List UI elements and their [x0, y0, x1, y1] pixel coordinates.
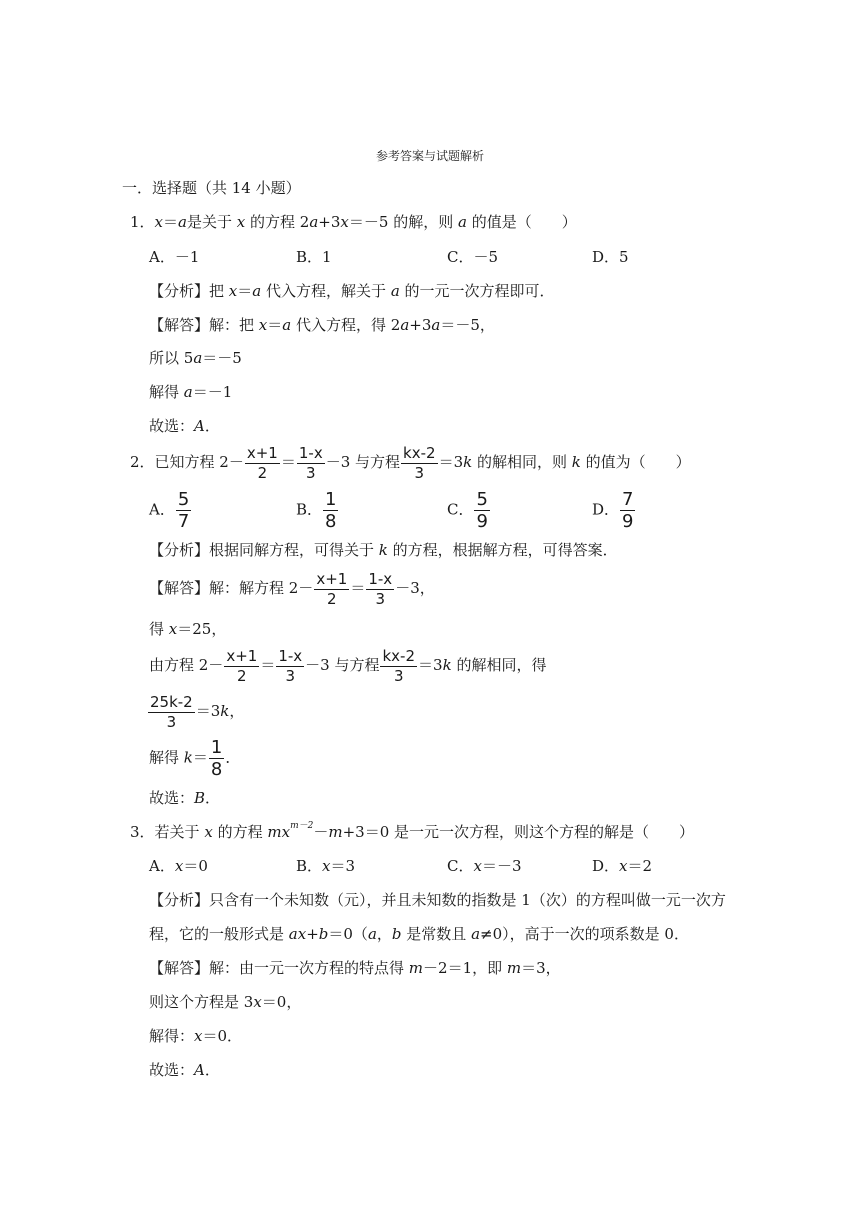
q2-step-3: $\frac{25k-2}{3}$ ＝3k，: [150, 692, 245, 731]
question-1-stem: 1．x＝a是关于 x 的方程 2a+3x＝－5 的解，则 a 的值是（ ）: [130, 213, 577, 231]
q3-analysis-line-2: 程，它的一般形式是 ax+b＝0（a，b 是常数且 a≠0），高于一次的项系数是 0．: [149, 925, 689, 943]
fraction: $\frac{1-x}{3}$: [368, 569, 393, 608]
q2-choice: 故选：B．: [149, 789, 221, 807]
q1-option-d: D．5: [592, 248, 629, 266]
q3-option-b: B．x＝3: [296, 857, 356, 875]
fraction: $\frac{x+1}{2}$: [246, 443, 278, 482]
q1-option-c: C．－5: [447, 248, 499, 266]
q1-analysis: 【分析】把 x＝a 代入方程，解关于 a 的一元一次方程即可．: [149, 282, 555, 300]
question-2-stem: 2．已知方程 2－ $\frac{x+1}{2}$ ＝ $\frac{1-x}{3}$ －3 与方程 $\frac{kx-2}{3}$ ＝3k 的解相同，则 k 的值为（ ）: [130, 443, 691, 482]
q2-option-c: C． $\frac{5}{9}$: [447, 489, 488, 532]
fraction: $\frac{x+1}{2}$: [226, 646, 258, 685]
q1-option-a: A．－1: [149, 248, 200, 266]
fraction: $\frac{1-x}{3}$: [278, 646, 303, 685]
fraction: $\frac{1}{8}$: [210, 737, 223, 780]
q3-analysis-line-1: 【分析】只含有一个未知数（元），并且未知数的指数是 1（次）的方程叫做一元一次方: [149, 891, 726, 909]
q1-choice: 故选：A．: [149, 417, 220, 435]
page-title: 参考答案与试题解析: [375, 149, 484, 163]
fraction: $\frac{5}{9}$: [476, 489, 488, 532]
q1-solution: 【解答】解：把 x＝a 代入方程，得 2a+3a＝－5，: [149, 316, 495, 334]
q2-step-2: 由方程 2－ $\frac{x+1}{2}$ ＝ $\frac{1-x}{3}$ －3 与方程 $\frac{kx-2}{3}$ ＝3k 的解相同，得: [149, 646, 547, 685]
fraction: $\frac{1}{8}$: [325, 489, 337, 532]
q2-step-4: 解得 k＝ $\frac{1}{8}$ ．: [149, 737, 241, 780]
q3-option-d: D．x＝2: [592, 857, 653, 875]
q2-option-d: D． $\frac{7}{9}$: [592, 489, 634, 532]
q2-option-b: B． $\frac{1}{8}$: [296, 489, 337, 532]
fraction: $\frac{kx-2}{3}$: [382, 646, 416, 685]
q2-option-a: A． $\frac{5}{7}$: [149, 489, 190, 532]
q3-solution: 【解答】解：由一元一次方程的特点得 m－2＝1，即 m＝3，: [149, 959, 561, 977]
q3-option-c: C．x＝－3: [447, 857, 522, 875]
q1-option-b: B．1: [296, 248, 332, 266]
fraction: $\frac{kx-2}{3}$: [403, 443, 436, 482]
q1-step-1: 所以 5a＝－5: [149, 349, 242, 367]
q2-analysis: 【分析】根据同解方程，可得关于 k 的方程，根据解方程，可得答案．: [149, 541, 618, 559]
fraction: $\frac{25k-2}{3}$: [150, 692, 193, 731]
q3-step-2: 解得：x＝0．: [149, 1027, 243, 1045]
fraction: $\frac{1-x}{3}$: [298, 443, 323, 482]
q1-step-2: 解得 a＝－1: [149, 383, 233, 401]
q2-solution: 【解答】解：解方程 2－ $\frac{x+1}{2}$ ＝ $\frac{1-x}{3}$ －3，: [149, 569, 435, 608]
fraction: $\frac{5}{7}$: [177, 489, 190, 532]
fraction: $\frac{7}{9}$: [622, 489, 634, 532]
fraction: $\frac{x+1}{2}$: [316, 569, 348, 608]
q3-step-1: 则这个方程是 3x＝0，: [149, 993, 302, 1011]
q3-option-a: A．x＝0: [149, 857, 208, 875]
q3-choice: 故选：A．: [149, 1061, 220, 1079]
question-3-stem: 3．若关于 x 的方程 $mx^{m-2}-m+3=0$ 是一元一次方程，则这个方程的解是（ ）: [130, 821, 695, 841]
q2-step-1: 得 x＝25，: [149, 620, 227, 638]
section-heading: 一．选择题（共 14 小题）: [122, 179, 301, 197]
